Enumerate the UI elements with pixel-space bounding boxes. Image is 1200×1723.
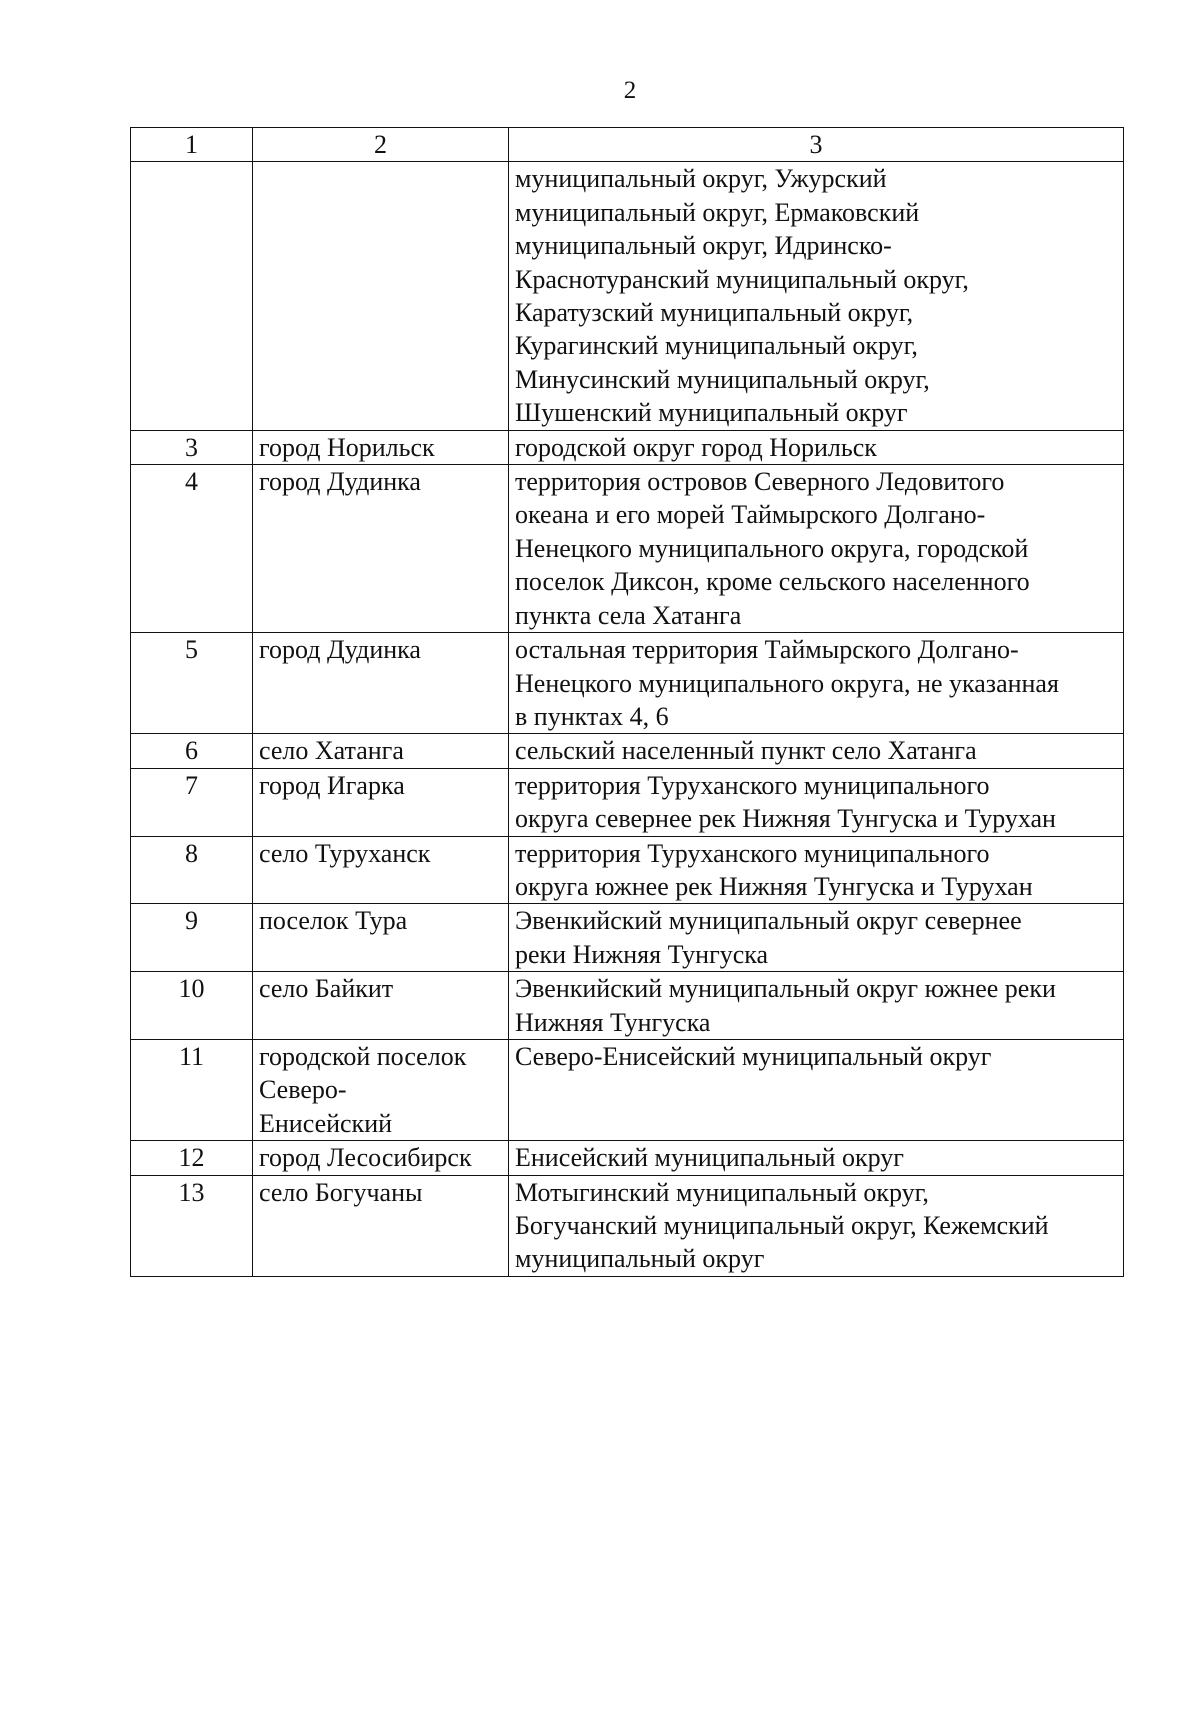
table-row [131, 465, 1124, 633]
row-number: 6 [131, 734, 253, 768]
territory-line: сельский населенный пункт село Хатанга [515, 736, 977, 766]
territory-line: Мотыгинский муниципальный округ, [515, 1177, 929, 1207]
territory-line: Северо-Енисейский муниципальный округ [515, 1041, 992, 1071]
row-number: 12 [131, 1141, 253, 1175]
territory-line: муниципальный округ, Ужурский [515, 164, 887, 194]
territory-line: Минусинский муниципальный округ, [515, 364, 930, 394]
admin-center-cell [253, 1175, 509, 1276]
territory-line: остальная территория Таймырского Долгано- [515, 635, 1019, 665]
admin-center-cell [253, 465, 509, 633]
admin-center-cell [253, 1039, 509, 1140]
territory-cell [509, 734, 1124, 768]
admin-center-cell [253, 633, 509, 734]
header-col-1: 1 [131, 128, 253, 162]
table-row [131, 1039, 1124, 1140]
admin-center-line: городской поселок [259, 1041, 467, 1071]
admin-center-cell [253, 734, 509, 768]
admin-center-line: село Богучаны [259, 1177, 423, 1207]
territory-cell [509, 1175, 1124, 1276]
row-number: 7 [131, 768, 253, 836]
row-number: 8 [131, 836, 253, 904]
territory-line: муниципальный округ, Ермаковский [515, 197, 920, 227]
territory-line: Курагинский муниципальный округ, [515, 331, 918, 361]
territory-line: Эвенкийский муниципальный округ севернее [515, 906, 1022, 936]
admin-center-line: Северо- [259, 1075, 347, 1105]
territory-cell [509, 836, 1124, 904]
table-body [131, 162, 1124, 1276]
territory-line: реки Нижняя Тунгуска [515, 939, 769, 969]
page-number: 2 [623, 77, 637, 104]
admin-center-line: поселок Тура [259, 906, 408, 936]
admin-center-cell [253, 430, 509, 464]
table-row [131, 1141, 1124, 1175]
admin-center-cell [253, 768, 509, 836]
admin-center-cell [253, 836, 509, 904]
territory-line: поселок Диксон, кроме сельского населенного [515, 567, 1030, 597]
territory-line: муниципальный округ [515, 1244, 765, 1274]
territory-line: пункта села Хатанга [515, 600, 742, 630]
row-number: 9 [131, 904, 253, 972]
districts-table [130, 127, 1124, 1277]
admin-center-cell [253, 1141, 509, 1175]
table-row [131, 972, 1124, 1040]
table-header [131, 128, 1124, 162]
row-number: 5 [131, 633, 253, 734]
territory-line: в пунктах 4, 6 [515, 701, 669, 731]
row-number: 4 [131, 465, 253, 633]
territory-line: округа южнее рек Нижняя Тунгуска и Турухан [515, 871, 1033, 901]
territory-line: городской округ город Норильск [515, 432, 877, 462]
admin-center-line: город Игарка [259, 770, 405, 800]
header-col-2: 2 [253, 128, 509, 162]
territory-line: Богучанский муниципальный округ, Кежемский [515, 1211, 1049, 1240]
table-row [131, 836, 1124, 904]
territory-line: муниципальный округ, Идринско- [515, 231, 892, 261]
admin-center-line: село Туруханск [259, 838, 431, 868]
header-col-3: 3 [509, 128, 1124, 162]
territory-cell [509, 430, 1124, 464]
territory-cell [509, 162, 1124, 430]
territory-line: территория островов Северного Ледовитого [515, 467, 1005, 497]
admin-center-cell [253, 162, 509, 430]
territory-cell [509, 1039, 1124, 1140]
header-row [131, 128, 1124, 162]
territory-line: Шушенский муниципальный округ [515, 398, 908, 428]
territory-line: Нижняя Тунгуска [515, 1007, 711, 1037]
row-number: 13 [131, 1175, 253, 1276]
territory-line: Ненецкого муниципального округа, городской [515, 533, 1029, 563]
territory-cell [509, 1141, 1124, 1175]
row-number [131, 162, 253, 430]
table-row [131, 768, 1124, 836]
table-row [131, 1175, 1124, 1276]
territory-line: Эвенкийский муниципальный округ южнее реки [515, 974, 1056, 1004]
territory-cell [509, 972, 1124, 1040]
territory-cell [509, 768, 1124, 836]
admin-center-line: село Хатанга [259, 736, 404, 766]
territory-line: округа севернее рек Нижняя Тунгуска и Турухан [515, 804, 1056, 834]
table-row [131, 734, 1124, 768]
territory-line: территория Туруханского муниципального [515, 770, 990, 800]
table-row [131, 430, 1124, 464]
territory-line: океана и его морей Таймырского Долгано- [515, 500, 986, 530]
row-number: 10 [131, 972, 253, 1040]
admin-center-line: Енисейский [259, 1108, 393, 1138]
table-row [131, 633, 1124, 734]
row-number: 3 [131, 430, 253, 464]
territory-cell [509, 633, 1124, 734]
admin-center-cell [253, 904, 509, 972]
territory-line: Каратузский муниципальный округ, [515, 298, 914, 328]
territory-line: Краснотуранский муниципальный округ, [515, 264, 969, 294]
table-row [131, 904, 1124, 972]
admin-center-line: город Дудинка [259, 467, 421, 497]
territory-cell [509, 904, 1124, 972]
row-number: 11 [131, 1039, 253, 1140]
admin-center-line: город Норильск [259, 432, 435, 462]
admin-center-line: город Лесосибирск [259, 1143, 472, 1173]
territory-line: Ненецкого муниципального округа, не указанная [515, 668, 1059, 698]
admin-center-cell [253, 972, 509, 1040]
territory-line: Енисейский муниципальный округ [515, 1143, 904, 1173]
territory-line: территория Туруханского муниципального [515, 838, 990, 868]
table-row [131, 162, 1124, 430]
admin-center-line: село Байкит [259, 974, 394, 1004]
admin-center-line: город Дудинка [259, 635, 421, 665]
territory-cell [509, 465, 1124, 633]
